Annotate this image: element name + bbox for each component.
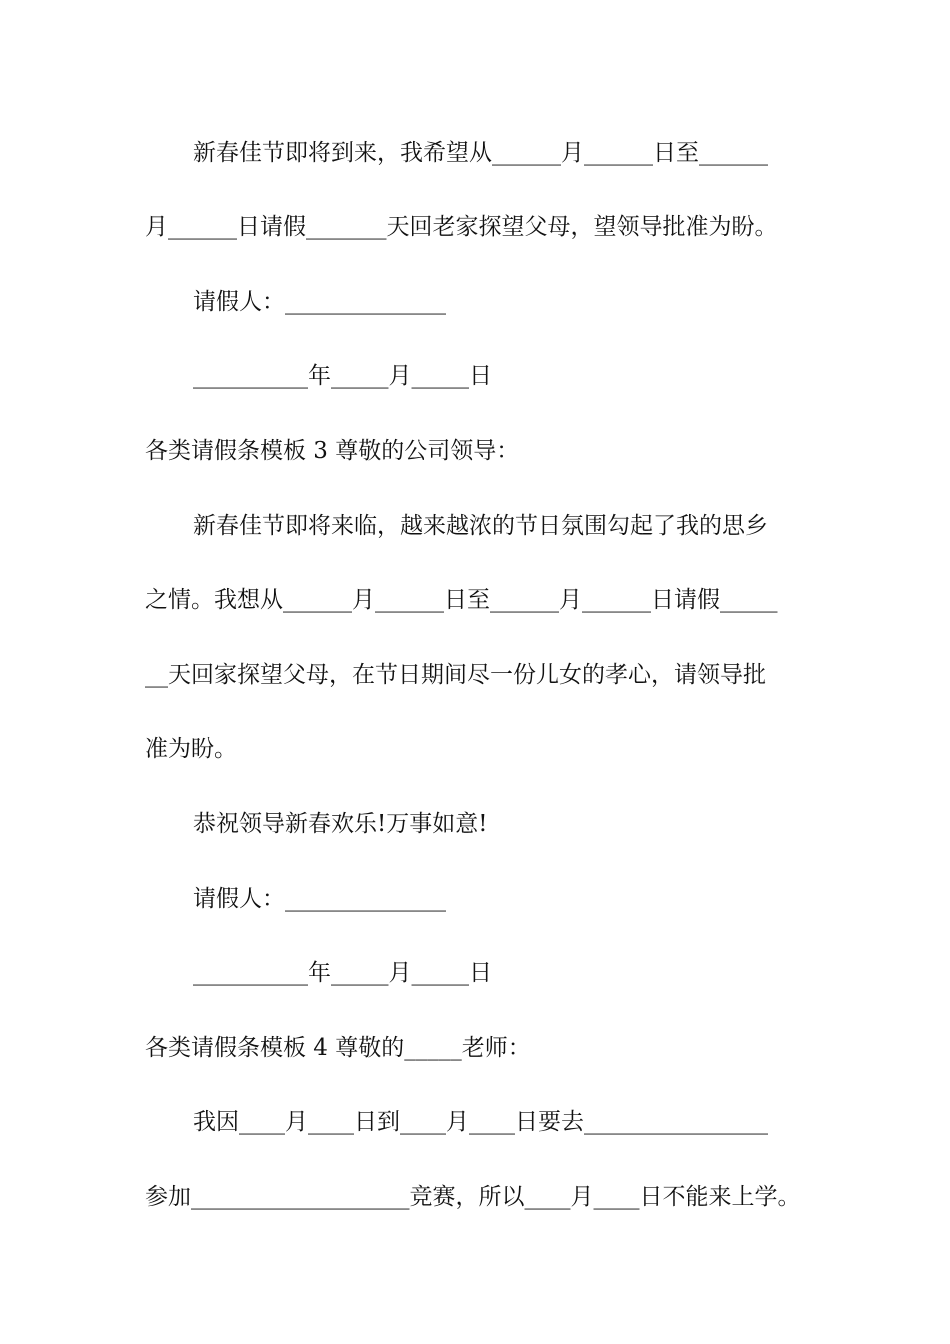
paragraph-leave-request-4: 我因____月____日到____月____日要去________________ (193, 1109, 768, 1135)
paragraph-leave-request-2: 新春佳节即将到来，我希望从______月______日至______ (193, 140, 768, 166)
date-line: __________年_____月_____日 (193, 363, 492, 389)
paragraph-leave-request-3-cont-3: 准为盼。 (145, 736, 237, 762)
paragraph-leave-request-3-cont-2: __天回家探望父母，在节日期间尽一份儿女的孝心，请领导批 (145, 662, 766, 688)
paragraph-leave-request-2-cont: 月______日请假_______天回老家探望父母，望领导批准为盼。 (145, 214, 778, 240)
date-line-2: __________年_____月_____日 (193, 960, 492, 986)
applicant-signature-line-2: 请假人：______________ (193, 886, 446, 912)
paragraph-leave-request-3-cont-1: 之情。我想从______月______日至______月______日请假_____ (145, 587, 778, 613)
applicant-signature-line: 请假人：______________ (193, 289, 446, 315)
template-3-heading: 各类请假条模板 3 尊敬的公司领导： (145, 438, 520, 464)
paragraph-leave-request-4-cont: 参加___________________竞赛，所以____月____日不能来上学。 (145, 1184, 801, 1210)
greeting-line: 恭祝领导新春欢乐!万事如意! (193, 811, 488, 837)
template-4-heading: 各类请假条模板 4 尊敬的_____老师： (145, 1035, 531, 1061)
paragraph-leave-request-3: 新春佳节即将来临，越来越浓的节日氛围勾起了我的思乡 (193, 513, 768, 539)
